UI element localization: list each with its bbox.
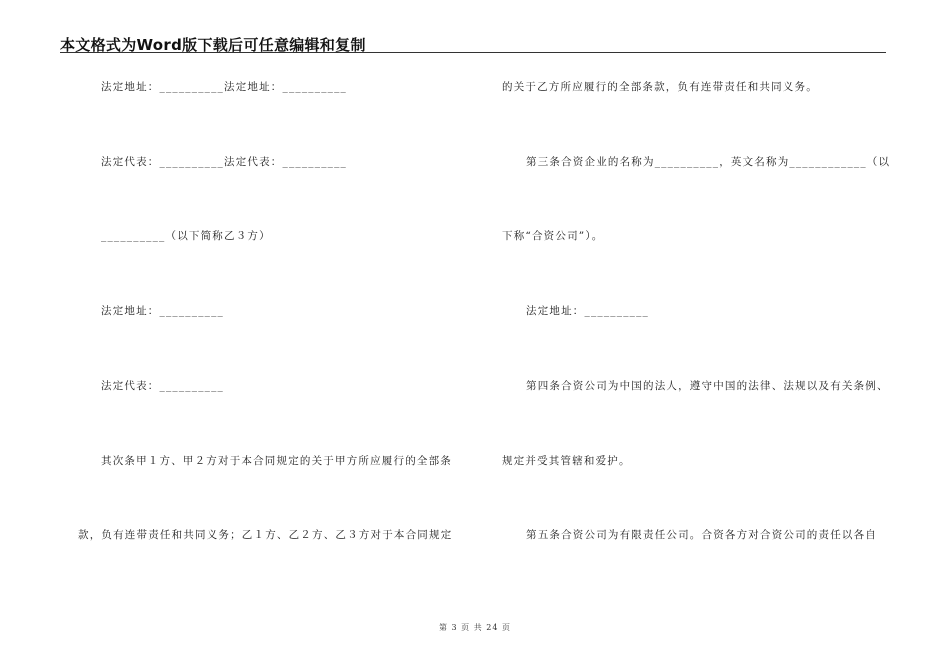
right-line-4: 法定地址：__________ bbox=[526, 305, 649, 317]
header-divider bbox=[60, 52, 886, 53]
left-line-5: 法定代表：__________ bbox=[101, 380, 224, 392]
right-line-6: 规定并受其管辖和爱护。 bbox=[502, 455, 631, 467]
left-line-6: 其次条甲１方、甲２方对于本合同规定的关于甲方所应履行的全部条 bbox=[101, 455, 452, 467]
right-line-7: 第五条合资公司为有限责任公司。合资各方对合资公司的责任以各自 bbox=[526, 529, 877, 541]
left-line-2: 法定代表：__________法定代表：__________ bbox=[101, 156, 347, 168]
right-line-3: 下称“合资公司”）。 bbox=[502, 230, 604, 242]
right-line-2: 第三条合资企业的名称为__________，英文名称为____________（以 bbox=[526, 156, 891, 168]
right-line-1: 的关于乙方所应履行的全部条款，负有连带责任和共同义务。 bbox=[502, 81, 818, 93]
left-line-7: 款，负有连带责任和共同义务；乙１方、乙２方、乙３方对于本合同规定 bbox=[78, 529, 453, 541]
left-line-1: 法定地址：__________法定地址：__________ bbox=[101, 81, 347, 93]
left-line-3: __________（以下简称乙３方） bbox=[101, 230, 271, 242]
document-header-title: 本文格式为Word版下载后可任意编辑和复制 bbox=[60, 36, 366, 54]
page-number-footer: 第 3 页 共 24 页 bbox=[439, 623, 511, 632]
right-line-5: 第四条合资公司为中国的法人，遵守中国的法律、法规以及有关条例、 bbox=[526, 380, 889, 392]
left-line-4: 法定地址：__________ bbox=[101, 305, 224, 317]
